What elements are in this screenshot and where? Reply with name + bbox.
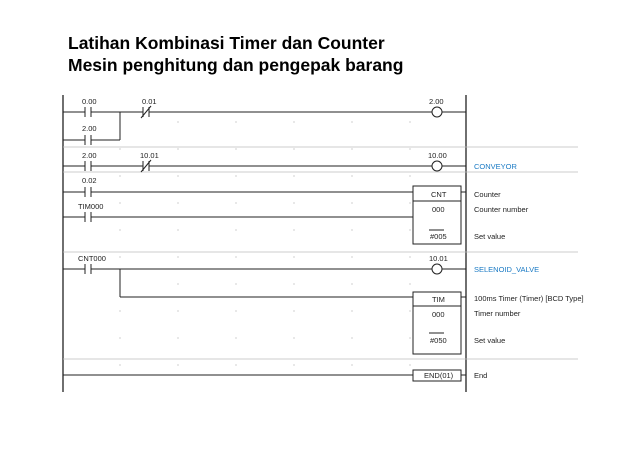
contact-label: TIM000 — [78, 202, 104, 211]
grid-dot — [293, 283, 294, 284]
coil-label: 10.01 — [429, 254, 448, 263]
grid-dot — [177, 364, 178, 365]
contact-no-0-02[interactable] — [82, 176, 97, 197]
end-label: END(01) — [424, 371, 454, 380]
rung-4 — [63, 254, 584, 354]
grid-dot — [235, 337, 236, 338]
grid-dot — [235, 121, 236, 122]
grid-dot — [235, 364, 236, 365]
comment-set-value: Set value — [474, 336, 506, 345]
coil-label: 2.00 — [429, 97, 444, 106]
grid-dot — [177, 148, 178, 149]
grid-dot — [177, 121, 178, 122]
grid-dot — [177, 175, 178, 176]
grid-dot — [351, 229, 352, 230]
comment-timer-number: Timer number — [474, 309, 521, 318]
grid-dot — [177, 202, 178, 203]
comment-conveyor: CONVEYOR — [474, 162, 517, 171]
grid-dot — [409, 121, 410, 122]
grid-dot — [119, 364, 120, 365]
grid-dot — [293, 148, 294, 149]
grid-dot — [293, 121, 294, 122]
grid-dots — [119, 121, 410, 365]
grid-dot — [177, 256, 178, 257]
grid-dot — [293, 229, 294, 230]
end-block[interactable] — [413, 370, 461, 381]
contact-no-0-00[interactable] — [82, 97, 97, 117]
grid-dot — [351, 175, 352, 176]
comment-timer-desc: 100ms Timer (Timer) [BCD Type] — [474, 294, 584, 303]
contact-no-2-00[interactable] — [82, 151, 97, 171]
timer-type: TIM — [432, 295, 445, 304]
grid-dot — [235, 256, 236, 257]
grid-dot — [293, 202, 294, 203]
grid-dot — [293, 310, 294, 311]
contact-label: 2.00 — [82, 124, 97, 133]
grid-dot — [409, 202, 410, 203]
coil-label: 10.00 — [428, 151, 447, 160]
counter-block[interactable] — [413, 186, 461, 244]
contact-no-cnt000[interactable] — [78, 254, 106, 274]
grid-dot — [119, 337, 120, 338]
grid-dot — [293, 364, 294, 365]
rung-1 — [63, 97, 466, 145]
counter-set-value: #005 — [430, 232, 447, 241]
grid-dot — [293, 175, 294, 176]
contact-label: 0.02 — [82, 176, 97, 185]
grid-dot — [351, 256, 352, 257]
grid-dot — [409, 364, 410, 365]
grid-dot — [409, 283, 410, 284]
grid-dot — [235, 148, 236, 149]
grid-dot — [351, 121, 352, 122]
grid-dot — [351, 283, 352, 284]
comment-set-value: Set value — [474, 232, 506, 241]
rung-5 — [63, 370, 487, 381]
grid-dot — [177, 229, 178, 230]
coil-10-00[interactable] — [428, 151, 447, 171]
grid-dot — [119, 175, 120, 176]
contact-nc-0-01[interactable] — [141, 97, 157, 118]
grid-dot — [119, 256, 120, 257]
grid-dot — [409, 337, 410, 338]
slide-title-line-1: Latihan Kombinasi Timer dan Counter — [68, 33, 385, 53]
contact-label: 10.01 — [140, 151, 159, 160]
contact-label: CNT000 — [78, 254, 106, 263]
coil-10-01[interactable] — [429, 254, 448, 274]
comment-end: End — [474, 371, 488, 380]
comment-solenoid-valve: SELENOID_VALVE — [474, 265, 540, 274]
grid-dot — [235, 202, 236, 203]
contact-no-2-00-latch[interactable] — [82, 124, 97, 145]
grid-dot — [409, 256, 410, 257]
grid-dot — [119, 229, 120, 230]
grid-dot — [119, 202, 120, 203]
coil-2-00[interactable] — [429, 97, 444, 117]
grid-dot — [351, 310, 352, 311]
grid-dot — [351, 148, 352, 149]
counter-number: 000 — [432, 205, 445, 214]
grid-dot — [351, 202, 352, 203]
grid-dot — [177, 337, 178, 338]
comment-counter-number: Counter number — [474, 205, 529, 214]
contact-label: 2.00 — [82, 151, 97, 160]
slide-title-line-2: Mesin penghitung dan pengepak barang — [68, 55, 404, 75]
comment-counter: Counter — [474, 190, 501, 199]
grid-dot — [235, 229, 236, 230]
grid-dot — [235, 283, 236, 284]
grid-dot — [409, 175, 410, 176]
grid-dot — [119, 310, 120, 311]
grid-dot — [351, 364, 352, 365]
timer-block[interactable] — [413, 292, 461, 354]
grid-dot — [235, 310, 236, 311]
timer-number: 000 — [432, 310, 445, 319]
grid-dot — [293, 256, 294, 257]
contact-no-tim000[interactable] — [78, 202, 103, 222]
grid-dot — [409, 148, 410, 149]
grid-dot — [235, 175, 236, 176]
contact-nc-10-01[interactable] — [140, 151, 159, 172]
grid-dot — [409, 310, 410, 311]
timer-set-value: #050 — [430, 336, 447, 345]
contact-label: 0.01 — [142, 97, 157, 106]
grid-dot — [119, 148, 120, 149]
grid-dot — [177, 310, 178, 311]
contact-label: 0.00 — [82, 97, 97, 106]
grid-dot — [293, 337, 294, 338]
counter-type: CNT — [431, 190, 447, 199]
grid-dot — [409, 229, 410, 230]
grid-dot — [177, 283, 178, 284]
grid-dot — [351, 337, 352, 338]
rung-2 — [63, 151, 518, 172]
rung-3 — [63, 176, 529, 244]
